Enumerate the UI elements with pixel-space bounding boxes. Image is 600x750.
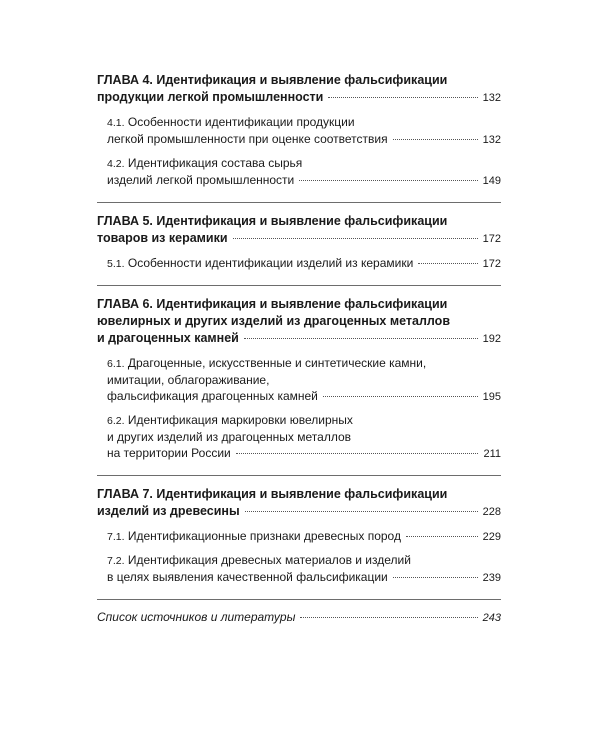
section-line <box>107 552 501 569</box>
dot-leader <box>244 338 478 339</box>
section-last-line <box>107 172 501 189</box>
dot-leader <box>393 577 478 578</box>
dot-leader <box>299 180 477 181</box>
chapter-title <box>97 296 501 348</box>
chapter-title-last-line <box>97 230 501 248</box>
chapter-title <box>97 486 501 521</box>
section-entry[interactable] <box>107 255 501 272</box>
section-number: 4.1. <box>107 117 125 129</box>
page-number: 229 <box>482 531 501 543</box>
dot-leader <box>406 536 478 537</box>
section-number: 7.2. <box>107 555 125 567</box>
section-text: и других изделий из драгоценных металлов <box>107 430 352 444</box>
section-last-line <box>107 255 501 272</box>
page-number: 149 <box>482 175 501 187</box>
chapter-entry[interactable] <box>97 285 501 462</box>
section-text: Особенности идентификации изделий из керамики <box>127 256 414 270</box>
bibliography-row <box>97 610 501 624</box>
dot-leader <box>328 97 477 98</box>
section-text: Идентификация древесных материалов и изделий <box>127 553 411 567</box>
section-text: Драгоценные, искусственные и синтетические камни, <box>127 356 427 370</box>
page-number: 239 <box>482 572 501 584</box>
page-number: 243 <box>482 612 501 624</box>
chapter-title-last-line <box>97 89 501 107</box>
section-text: Идентификация маркировки ювелирных <box>127 413 353 427</box>
section-text-wrap <box>107 528 401 545</box>
chapter-title-line: ювелирных и других изделий из драгоценных металлов <box>97 314 451 328</box>
section-last-line <box>107 445 501 462</box>
dot-leader <box>233 238 478 239</box>
section-last-line <box>107 528 501 545</box>
chapter-title-last-line <box>97 503 501 521</box>
section-text-wrap <box>107 255 413 272</box>
dot-leader <box>245 511 478 512</box>
chapter-entry[interactable] <box>97 64 501 189</box>
dot-leader <box>418 263 477 264</box>
chapter-entry[interactable] <box>97 202 501 272</box>
bibliography-label: Список источников и литературы <box>97 610 296 624</box>
section-number: 7.1. <box>107 531 125 543</box>
section-number: 6.2. <box>107 415 125 427</box>
section-line <box>107 114 501 131</box>
section-entry[interactable] <box>107 355 501 405</box>
section-entry[interactable] <box>107 528 501 545</box>
section-text: Особенности идентификации продукции <box>127 115 355 129</box>
dot-leader <box>300 617 477 618</box>
section-line <box>107 429 501 445</box>
section-last-line <box>107 131 501 148</box>
section-last-line <box>107 569 501 586</box>
table-of-contents <box>97 64 501 624</box>
section-text-wrap <box>107 388 318 404</box>
section-text: фальсификация драгоценных камней <box>107 389 318 403</box>
section-entry[interactable] <box>107 412 501 462</box>
page-number: 228 <box>482 506 501 518</box>
chapter-title <box>97 72 501 107</box>
section-text: легкой промышленности при оценке соответствия <box>107 132 388 146</box>
dot-leader <box>393 139 478 140</box>
section-entry[interactable] <box>107 155 501 189</box>
page-number: 195 <box>482 391 501 403</box>
chapter-title-text: изделий из древесины <box>97 504 240 518</box>
section-text: изделий легкой промышленности <box>107 173 295 187</box>
chapter-title-line: ГЛАВА 6. Идентификация и выявление фальсификации <box>97 297 448 311</box>
chapter-entry[interactable] <box>97 475 501 586</box>
section-text: на территории России <box>107 446 231 460</box>
chapters-list <box>97 64 501 586</box>
chapter-title-last-line <box>97 330 501 348</box>
chapter-title-text: и драгоценных камней <box>97 331 239 345</box>
page-number: 211 <box>483 448 501 460</box>
section-number: 4.2. <box>107 158 125 170</box>
page-number: 132 <box>482 134 501 146</box>
bibliography-entry[interactable] <box>97 599 501 624</box>
section-text-wrap <box>107 172 294 188</box>
chapter-title-line: ГЛАВА 7. Идентификация и выявление фальсификации <box>97 487 448 501</box>
page-number: 192 <box>482 333 501 345</box>
section-line <box>107 372 501 388</box>
section-last-line <box>107 388 501 405</box>
section-text: имитации, облагораживание, <box>107 373 270 387</box>
dot-leader <box>323 396 478 397</box>
chapter-title-text: продукции легкой промышленности <box>97 90 324 104</box>
section-number: 6.1. <box>107 358 125 370</box>
section-text: Идентификационные признаки древесных пород <box>127 529 401 543</box>
section-line <box>107 412 501 429</box>
page-number: 172 <box>482 233 501 245</box>
section-text-wrap <box>107 569 388 585</box>
section-number: 5.1. <box>107 258 125 270</box>
chapter-title-line: ГЛАВА 5. Идентификация и выявление фальсификации <box>97 214 448 228</box>
section-line <box>107 355 501 372</box>
page-number: 132 <box>482 92 501 104</box>
section-text-wrap <box>107 445 231 461</box>
chapter-title-line: ГЛАВА 4. Идентификация и выявление фальсификации <box>97 73 448 87</box>
section-text: Идентификация состава сырья <box>127 156 303 170</box>
chapter-title-text: товаров из керамики <box>97 231 228 245</box>
section-entry[interactable] <box>107 114 501 148</box>
page-number: 172 <box>482 258 501 270</box>
chapter-title <box>97 213 501 248</box>
section-entry[interactable] <box>107 552 501 586</box>
section-text: в целях выявления качественной фальсификации <box>107 570 388 584</box>
dot-leader <box>236 453 479 454</box>
section-text-wrap <box>107 131 388 147</box>
section-line <box>107 155 501 172</box>
